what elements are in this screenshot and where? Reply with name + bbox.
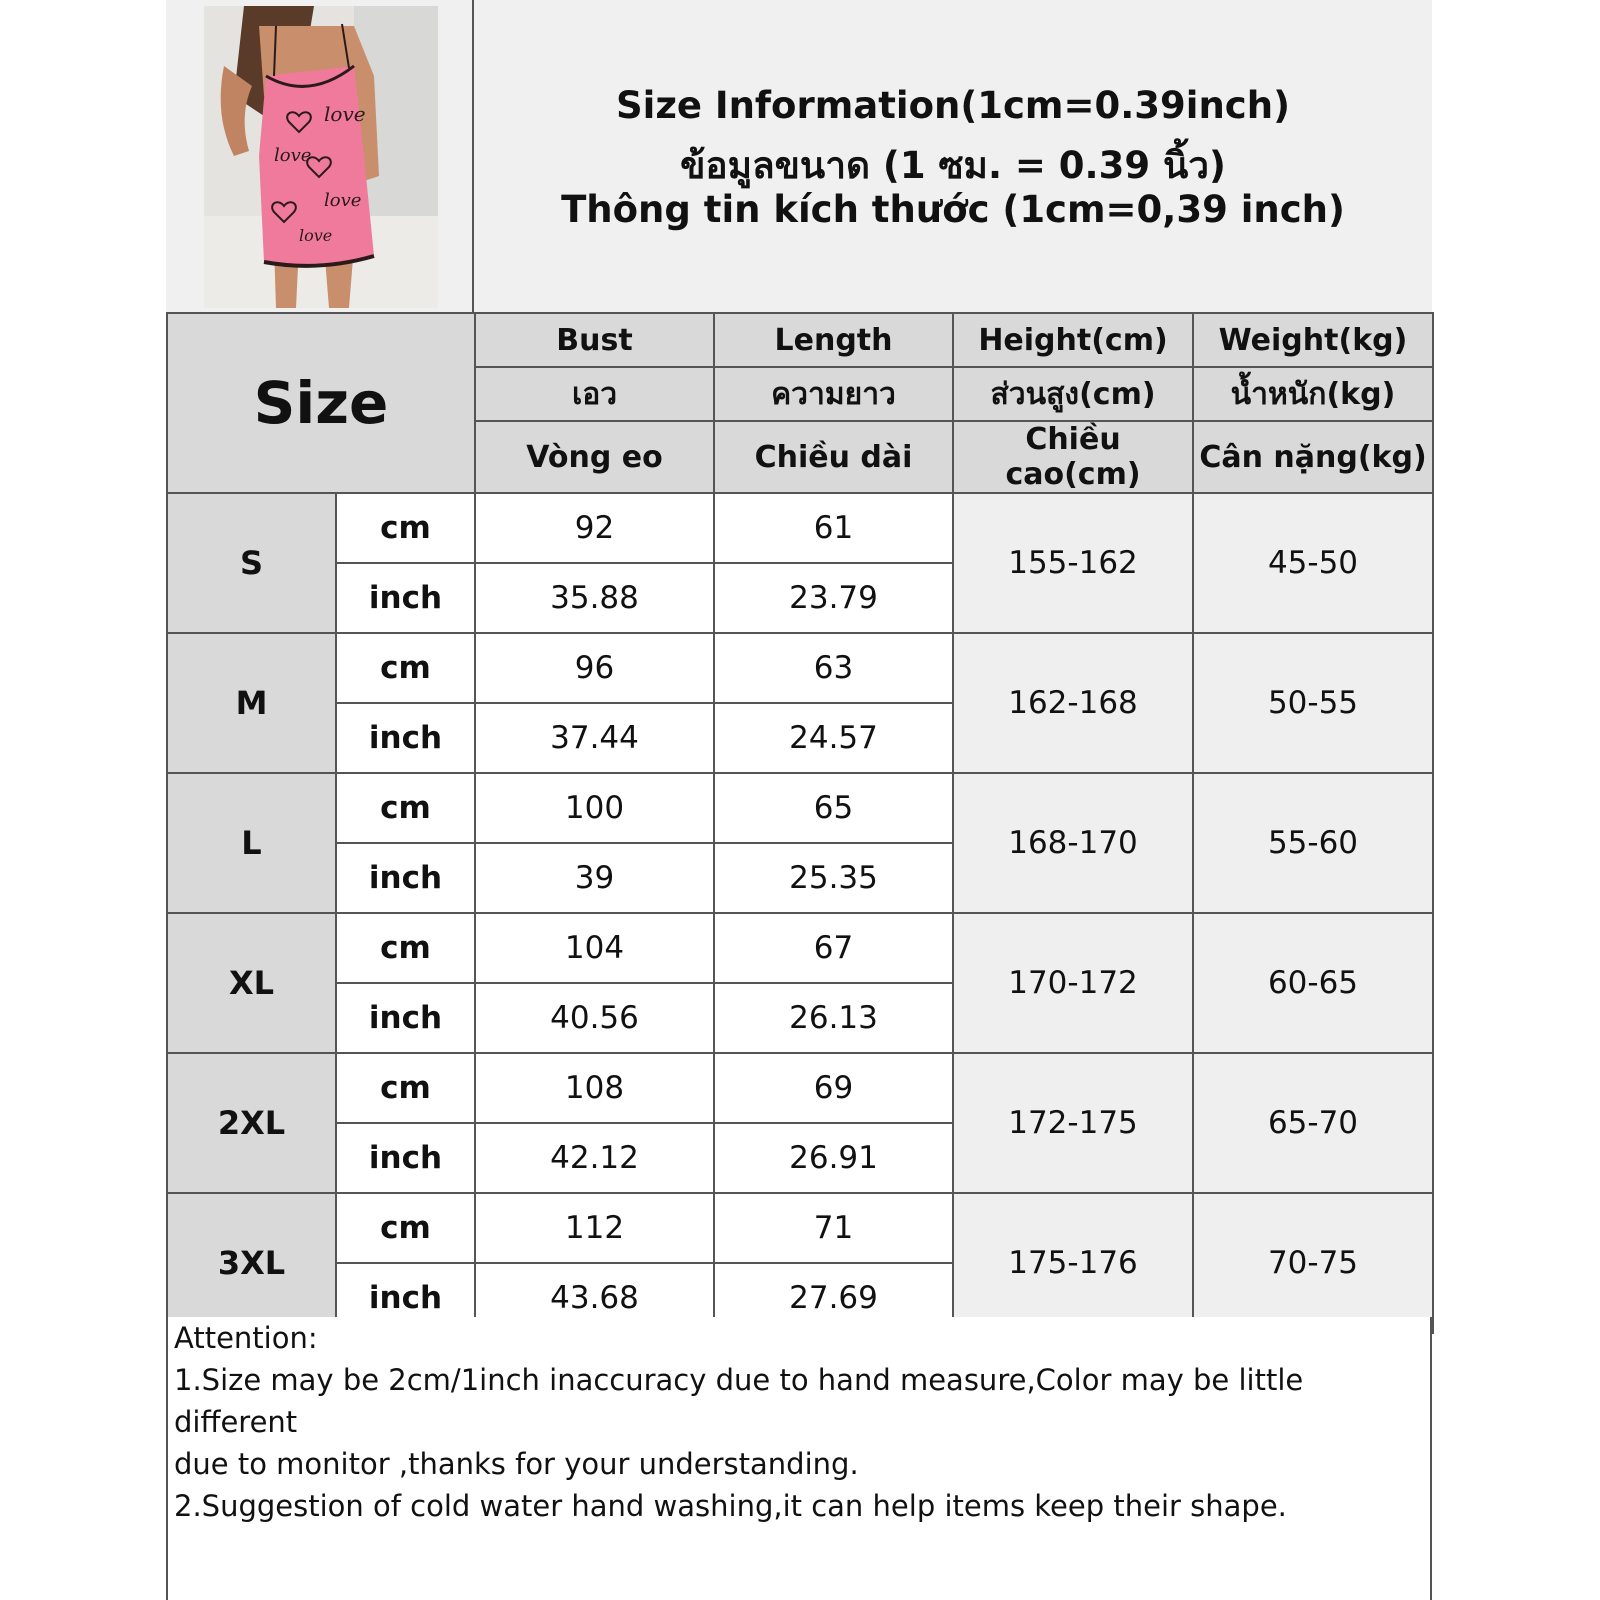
length-inch: 25.35 [714,843,953,913]
bust-cm: 100 [475,773,714,843]
title-thai: ข้อมูลขนาด (1 ซม. = 0.39 นิ้ว) [680,144,1226,187]
length-cm: 71 [714,1193,953,1263]
unit-cm: cm [336,633,475,703]
header-length-en: Length [714,313,953,367]
product-photo [204,6,438,308]
header-length-vi: Chiều dài [714,421,953,493]
notes-heading: Attention: [174,1321,318,1355]
length-cm: 67 [714,913,953,983]
header-height-th: ส่วนสูง(cm) [953,367,1193,421]
header-height-vi: Chiều cao(cm) [953,421,1193,493]
unit-inch: inch [336,843,475,913]
print-word: love [274,145,312,166]
print-word: love [324,102,366,126]
bust-cm: 104 [475,913,714,983]
header-weight-vi: Cân nặng(kg) [1193,421,1433,493]
header-height-en: Height(cm) [953,313,1193,367]
height-range: 172-175 [953,1053,1193,1193]
size-chart-header [166,0,1432,312]
unit-cm: cm [336,493,475,563]
table-row [167,633,1433,703]
pink-slip-dress-illustration [204,6,438,308]
length-inch: 26.13 [714,983,953,1053]
header-weight-th: น้ำหนัก(kg) [1193,367,1433,421]
bust-cm: 112 [475,1193,714,1263]
bust-inch: 37.44 [475,703,714,773]
height-range: 170-172 [953,913,1193,1053]
weight-range: 65-70 [1193,1053,1433,1193]
size-label: XL [167,913,336,1053]
length-cm: 61 [714,493,953,563]
length-inch: 23.79 [714,563,953,633]
product-photo-cell [166,0,474,312]
unit-inch: inch [336,983,475,1053]
size-label: L [167,773,336,913]
height-range: 175-176 [953,1193,1193,1333]
unit-cm: cm [336,913,475,983]
unit-inch: inch [336,1263,475,1333]
height-range: 155-162 [953,493,1193,633]
height-range: 168-170 [953,773,1193,913]
attention-notes [166,1317,1432,1600]
note-2: 2.Suggestion of cold water hand washing,it can help items keep their shape. [174,1489,1287,1523]
length-cm: 63 [714,633,953,703]
weight-range: 45-50 [1193,493,1433,633]
bust-inch: 39 [475,843,714,913]
title-vietnamese: Thông tin kích thước (1cm=0,39 inch) [561,188,1345,231]
bust-cm: 108 [475,1053,714,1123]
weight-range: 50-55 [1193,633,1433,773]
size-label: 2XL [167,1053,336,1193]
size-label: M [167,633,336,773]
unit-inch: inch [336,563,475,633]
title-cell [474,0,1432,312]
header-bust-en: Bust [475,313,714,367]
table-row [167,1053,1433,1123]
size-label: S [167,493,336,633]
bust-inch: 42.12 [475,1123,714,1193]
bust-cm: 92 [475,493,714,563]
title-english: Size Information(1cm=0.39inch) [615,84,1290,127]
print-word: love [324,190,362,211]
bust-inch: 43.68 [475,1263,714,1333]
note-1: 1.Size may be 2cm/1inch inaccuracy due to hand measure,Color may be little different [174,1363,1304,1439]
size-table [166,312,1434,1334]
table-row [167,493,1433,563]
weight-range: 70-75 [1193,1193,1433,1333]
length-inch: 24.57 [714,703,953,773]
table-row [167,773,1433,843]
table-row [167,1193,1433,1263]
unit-cm: cm [336,1053,475,1123]
bust-cm: 96 [475,633,714,703]
unit-inch: inch [336,1123,475,1193]
bust-inch: 35.88 [475,563,714,633]
weight-range: 60-65 [1193,913,1433,1053]
header-bust-vi: Vòng eo [475,421,714,493]
length-cm: 69 [714,1053,953,1123]
table-row [167,913,1433,983]
size-chart-sheet [166,0,1432,1600]
note-1-continued: due to monitor ,thanks for your understanding. [174,1447,859,1481]
bust-inch: 40.56 [475,983,714,1053]
header-length-th: ความยาว [714,367,953,421]
size-header: Size [167,313,475,493]
header-bust-th: เอว [475,367,714,421]
height-range: 162-168 [953,633,1193,773]
unit-cm: cm [336,773,475,843]
unit-inch: inch [336,703,475,773]
length-cm: 65 [714,773,953,843]
size-label: 3XL [167,1193,336,1333]
print-word: love [299,226,333,245]
header-weight-en: Weight(kg) [1193,313,1433,367]
unit-cm: cm [336,1193,475,1263]
length-inch: 26.91 [714,1123,953,1193]
length-inch: 27.69 [714,1263,953,1333]
weight-range: 55-60 [1193,773,1433,913]
